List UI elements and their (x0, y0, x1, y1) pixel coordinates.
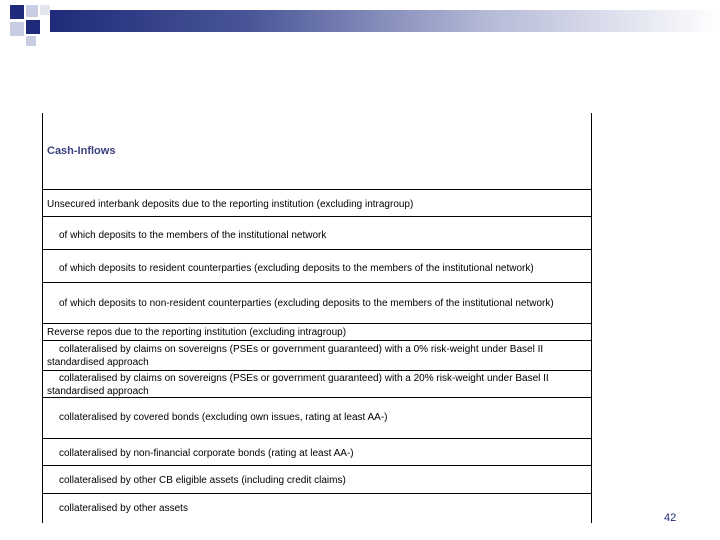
table-row (43, 398, 591, 439)
table-row (43, 250, 591, 283)
cash-inflows-table (42, 113, 592, 523)
table-row (43, 217, 591, 250)
table-row (43, 341, 591, 371)
row-label: collateralised by other assets (59, 503, 188, 514)
table-title: Cash-Inflows (47, 145, 116, 157)
row-label: of which deposits to non-resident counterparties (excluding deposits to the members of the institutional network) (59, 298, 554, 309)
table-row (43, 494, 591, 523)
page-number: 42 (664, 512, 677, 524)
row-label: collateralised by claims on sovereigns (PSEs or government guaranteed) with a 0% risk-weight under Basel II standardised approach (47, 344, 544, 368)
table-row (43, 439, 591, 466)
decor-square (10, 22, 24, 36)
row-label: collateralised by claims on sovereigns (PSEs or government guaranteed) with a 20% risk-weight under Basel II standardised approach (47, 373, 549, 397)
row-label: of which deposits to the members of the institutional network (59, 230, 327, 241)
row-label: collateralised by non-financial corporate bonds (rating at least AA-) (59, 448, 354, 459)
row-label: collateralised by covered bonds (excluding own issues, rating at least AA-) (59, 412, 388, 423)
table-title-row (43, 113, 591, 190)
decor-square (26, 5, 38, 17)
table-row (43, 371, 591, 398)
header-gradient-band (50, 10, 720, 32)
row-label: of which deposits to resident counterparties (excluding deposits to the members of the institutional network) (59, 263, 534, 274)
decor-square (10, 5, 24, 19)
decor-square (26, 36, 36, 46)
table-row (43, 190, 591, 217)
row-label: Reverse repos due to the reporting institution (excluding intragroup) (47, 327, 347, 338)
decor-square (26, 20, 40, 34)
row-label: Unsecured interbank deposits due to the reporting institution (excluding intragroup) (47, 199, 414, 210)
table-row (43, 324, 591, 341)
table-row (43, 466, 591, 494)
decor-square (40, 5, 50, 15)
row-label: collateralised by other CB eligible assets (including credit claims) (59, 475, 346, 486)
table-row (43, 283, 591, 324)
